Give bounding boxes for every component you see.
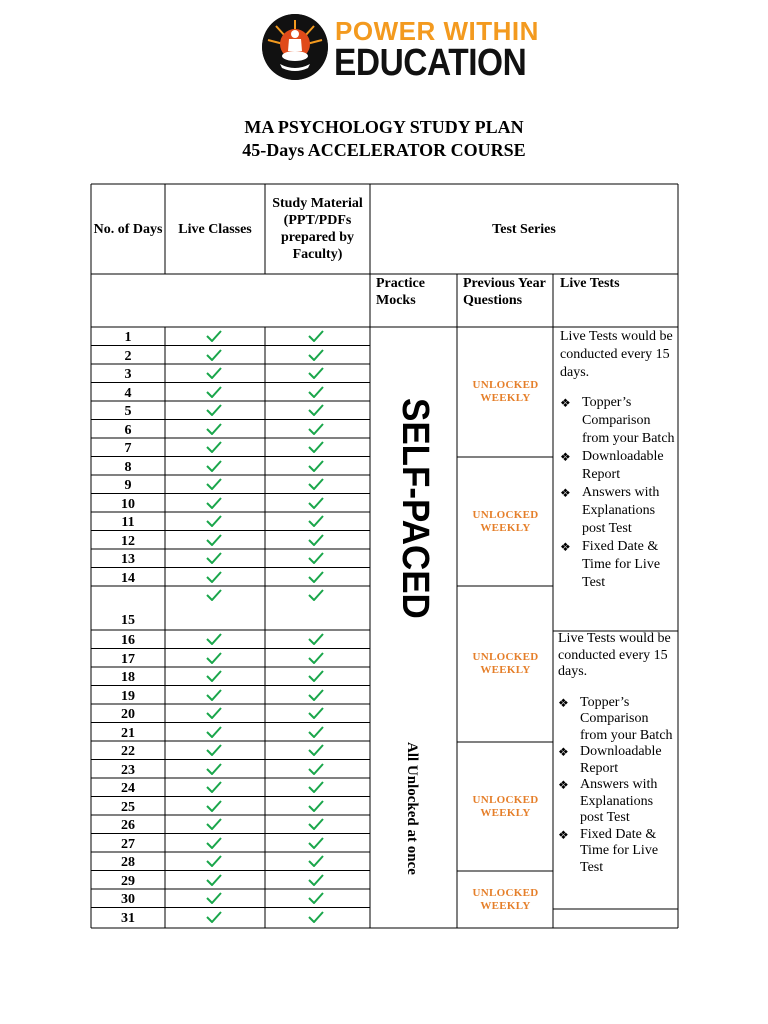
checkmark-icon xyxy=(206,911,222,923)
checkmark-icon xyxy=(308,744,324,756)
checkmark-icon xyxy=(206,837,222,849)
live-test-feature: ❖ Topper’s Comparison from your Batch xyxy=(560,394,676,448)
checkmark-icon xyxy=(308,726,324,738)
day-number: 18 xyxy=(121,670,135,685)
live-test-intro: Live Tests would be conducted every 15 days. xyxy=(560,329,673,380)
day-number: 4 xyxy=(124,385,132,401)
subheader-previous-year-questions: Previous Year Questions xyxy=(463,276,546,308)
checkmark-icon xyxy=(206,349,222,361)
checkmark-icon xyxy=(308,552,324,564)
checkmark-icon xyxy=(206,460,222,472)
live-test-intro: Live Tests would be conducted every 15 days. xyxy=(558,631,671,679)
live-test-feature: ❖ Downloadable Report xyxy=(560,448,676,484)
checkmark-icon xyxy=(308,423,324,435)
checkmark-icon xyxy=(206,744,222,756)
checkmark-icon xyxy=(308,367,324,379)
live-test-feature: ❖ Fixed Date & Time for Live Test xyxy=(558,827,676,877)
checkmark-icon xyxy=(308,911,324,923)
checkmark-icon xyxy=(206,781,222,793)
day-number: 3 xyxy=(124,367,132,382)
unlocked-weekly-label: UNLOCKED WEEKLY xyxy=(472,379,539,404)
checkmark-icon xyxy=(308,386,324,398)
day-number: 14 xyxy=(121,570,135,586)
checkmark-icon xyxy=(206,874,222,886)
checkmark-icon xyxy=(206,441,222,453)
day-number: 7 xyxy=(124,441,132,456)
day-number: 13 xyxy=(121,552,135,567)
checkmark-icon xyxy=(206,478,222,490)
day-number: 17 xyxy=(121,651,135,667)
page-subtitle: 45-Days ACCELERATOR COURSE xyxy=(242,140,526,160)
checkmark-icon xyxy=(308,404,324,416)
checkmark-icon xyxy=(308,800,324,812)
checkmark-icon xyxy=(206,633,222,645)
unlocked-weekly-label: UNLOCKED WEEKLY xyxy=(472,651,539,676)
checkmark-icon xyxy=(308,892,324,904)
day-number: 31 xyxy=(121,910,135,926)
day-number: 27 xyxy=(121,836,135,852)
day-number: 2 xyxy=(124,348,132,364)
checkmark-icon xyxy=(308,837,324,849)
checkmark-icon xyxy=(206,726,222,738)
day-number: 11 xyxy=(121,515,135,530)
day-number: 19 xyxy=(121,688,135,704)
checkmark-icon xyxy=(206,707,222,719)
checkmark-icon xyxy=(308,534,324,546)
checkmark-icon xyxy=(308,633,324,645)
day-number: 5 xyxy=(124,404,132,419)
all-unlocked-text: All Unlocked at once xyxy=(404,742,420,875)
all-unlocked-label xyxy=(398,742,424,902)
checkmark-icon xyxy=(308,855,324,867)
checkmark-icon xyxy=(206,423,222,435)
checkmark-icon xyxy=(206,763,222,775)
checkmark-icon xyxy=(308,874,324,886)
checkmark-icon xyxy=(308,478,324,490)
checkmark-icon xyxy=(206,571,222,583)
checkmark-icon xyxy=(308,670,324,682)
self-paced-text: SELF-PACED xyxy=(394,398,436,619)
live-test-description xyxy=(560,328,676,592)
day-number: 21 xyxy=(121,725,135,741)
checkmark-icon xyxy=(206,386,222,398)
day-number: 29 xyxy=(121,873,135,889)
self-paced-label xyxy=(392,398,438,678)
checkmark-icon xyxy=(206,892,222,904)
unlocked-weekly-label: UNLOCKED WEEKLY xyxy=(472,508,539,534)
checkmark-icon xyxy=(308,589,324,601)
day-number: 22 xyxy=(121,744,135,759)
subheader-practice-mocks: Practice Mocks xyxy=(376,276,425,308)
checkmark-icon xyxy=(308,497,324,509)
checkmark-icon xyxy=(308,707,324,719)
brand-name-top: POWER WITHIN xyxy=(335,16,539,46)
checkmark-icon xyxy=(206,670,222,682)
checkmark-icon xyxy=(308,781,324,793)
checkmark-icon xyxy=(206,652,222,664)
header-study-material: Study Material (PPT/PDFs prepared by Faculty) xyxy=(272,196,363,262)
day-number: 15 xyxy=(121,613,135,628)
checkmark-icon xyxy=(206,367,222,379)
checkmark-icon xyxy=(206,552,222,564)
day-number: 10 xyxy=(121,496,135,512)
day-number: 23 xyxy=(121,762,135,778)
header-live-classes: Live Classes xyxy=(178,221,252,237)
checkmark-icon xyxy=(206,589,222,601)
day-number: 12 xyxy=(121,533,135,549)
live-test-feature: ❖ Topper’s Comparison from your Batch xyxy=(558,695,676,745)
checkmark-icon xyxy=(206,515,222,527)
live-test-feature: ❖ Downloadable Report xyxy=(558,744,676,777)
page-title: MA PSYCHOLOGY STUDY PLAN xyxy=(244,117,524,137)
day-number: 25 xyxy=(121,799,135,815)
checkmark-icon xyxy=(308,441,324,453)
checkmark-icon xyxy=(308,571,324,583)
day-number: 6 xyxy=(124,422,132,438)
day-number: 1 xyxy=(124,330,132,345)
checkmark-icon xyxy=(308,349,324,361)
day-number: 16 xyxy=(121,633,135,648)
live-test-feature: ❖ Answers with Explanations post Test xyxy=(558,777,676,827)
checkmark-icon xyxy=(206,534,222,546)
checkmark-icon xyxy=(308,689,324,701)
day-number: 30 xyxy=(121,892,135,907)
day-number: 26 xyxy=(121,818,135,833)
day-number: 9 xyxy=(124,478,132,493)
checkmark-icon xyxy=(206,855,222,867)
checkmark-icon xyxy=(206,800,222,812)
live-test-feature: ❖ Fixed Date & Time for Live Test xyxy=(560,538,676,592)
header-no-of-days: No. of Days xyxy=(93,221,163,237)
checkmark-icon xyxy=(308,652,324,664)
checkmark-icon xyxy=(308,818,324,830)
day-number: 28 xyxy=(121,855,135,870)
checkmark-icon xyxy=(308,515,324,527)
unlocked-weekly-label: UNLOCKED WEEKLY xyxy=(472,793,539,819)
brand-name-bottom: EDUCATION xyxy=(334,42,527,84)
checkmark-icon xyxy=(206,404,222,416)
live-test-description xyxy=(558,631,676,876)
day-number: 24 xyxy=(121,781,135,796)
day-number: 8 xyxy=(124,459,132,475)
checkmark-icon xyxy=(206,330,222,342)
checkmark-icon xyxy=(308,763,324,775)
subheader-live-tests: Live Tests xyxy=(560,276,620,291)
header-test-series: Test Series xyxy=(492,221,556,237)
live-test-feature: ❖ Answers with Explanations post Test xyxy=(560,484,676,538)
day-number: 20 xyxy=(121,707,135,722)
checkmark-icon xyxy=(308,330,324,342)
checkmark-icon xyxy=(206,689,222,701)
checkmark-icon xyxy=(206,818,222,830)
unlocked-weekly-label: UNLOCKED WEEKLY xyxy=(472,886,539,912)
checkmark-icon xyxy=(308,460,324,472)
checkmark-icon xyxy=(206,497,222,509)
